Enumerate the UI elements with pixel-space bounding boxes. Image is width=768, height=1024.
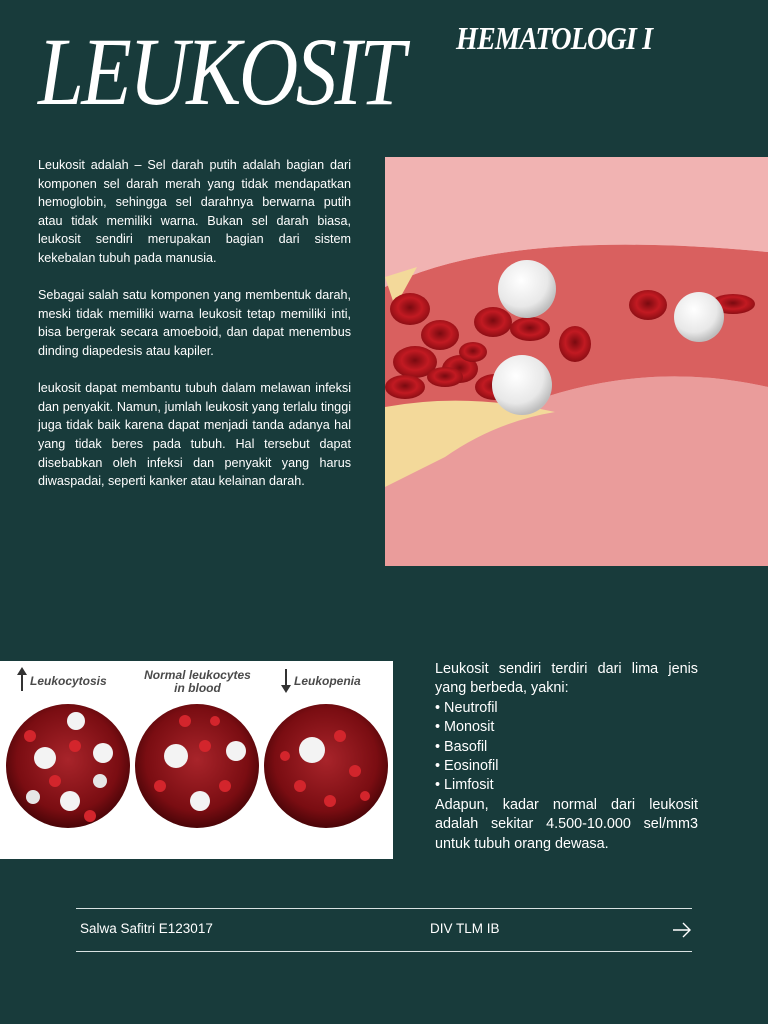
leukopenia-arrow-icon — [281, 669, 291, 693]
footer-program: DIV TLM IB — [430, 921, 500, 936]
intro-paragraph-3: leukosit dapat membantu tubuh dalam melawan infeksi dan penyakit. Namun, jumlah leukosit yang terlalu tinggi juga tidak baik karena dapat menjadi tanda adanya hal yang tidak beres pada tubuh. Hal tersebut dapat disebabkan oleh infeksi dan penyakit yang harus diwaspadai, seperti kanker atau kelainan darah. — [38, 381, 351, 489]
blood-vessel-svg — [385, 157, 768, 566]
red-cell — [629, 290, 667, 320]
red-cell — [427, 367, 463, 387]
blood-vessel-illustration — [385, 157, 768, 566]
footer-rule-bottom — [76, 951, 692, 952]
footer-author: Salwa Safitri E123017 — [80, 921, 213, 936]
leukocyte-types — [435, 660, 698, 854]
types-intro: Leukosit sendiri terdiri dari lima jenis yang berbeda, yakni: — [435, 661, 698, 697]
type-item: • Limfosit — [435, 776, 698, 795]
leukocyte-comparison-image — [0, 661, 393, 859]
red-cell — [459, 342, 487, 362]
type-item: • Neutrofil — [435, 699, 698, 718]
type-item: • Monosit — [435, 718, 698, 737]
label-leukocytosis: Leukocytosis — [30, 674, 107, 688]
white-cell — [492, 355, 552, 415]
types-note: Adapun, kadar normal dari leukosit adalah sekitar 4.500-10.000 sel/mm3 untuk tubuh orang dewasa. — [435, 796, 698, 852]
red-cell — [390, 293, 430, 325]
label-normal-line1: Normal leukocytes — [144, 668, 251, 682]
type-item: • Eosinofil — [435, 757, 698, 776]
page-title: LEUKOSIT — [38, 18, 403, 125]
leukocytosis-arrow-icon — [17, 667, 27, 691]
red-cell — [474, 307, 512, 337]
footer-rule-top — [76, 908, 692, 909]
white-cell — [674, 292, 724, 342]
label-normal-line2: in blood — [174, 681, 221, 695]
white-cell — [498, 260, 556, 318]
red-cell — [510, 317, 550, 341]
intro-paragraph-2: Sebagai salah satu komponen yang membentuk darah, meski tidak memiliki warna leukosit tetap memiliki inti, bisa bergerak secara amoeboid, dan dapat menembus dinding diapedesis atau kapiler. — [38, 288, 351, 358]
intro-paragraph-1: Leukosit adalah – Sel darah putih adalah bagian dari komponen sel darah merah yang tidak mendapatkan hemoglobin, sehingga sel darahnya berwarna putih atau tidak memiliki warna. Bukan sel darah biasa, leukosit sendiri merupakan bagian dari sistem kekebalan tubuh pada manusia. — [38, 158, 351, 265]
disc-normal — [135, 704, 259, 828]
intro-text — [38, 156, 351, 509]
red-cell — [421, 320, 459, 350]
label-leukopenia: Leukopenia — [294, 674, 361, 688]
page-subtitle: HEMATOLOGI I — [456, 20, 653, 56]
red-cell — [385, 375, 425, 399]
disc-leukocytosis — [6, 704, 130, 828]
types-list — [435, 699, 698, 796]
type-item: • Basofil — [435, 738, 698, 757]
disc-leukopenia — [264, 704, 388, 828]
red-cell — [559, 326, 591, 362]
label-normal — [140, 669, 255, 695]
arrow-right-icon[interactable] — [672, 919, 692, 941]
